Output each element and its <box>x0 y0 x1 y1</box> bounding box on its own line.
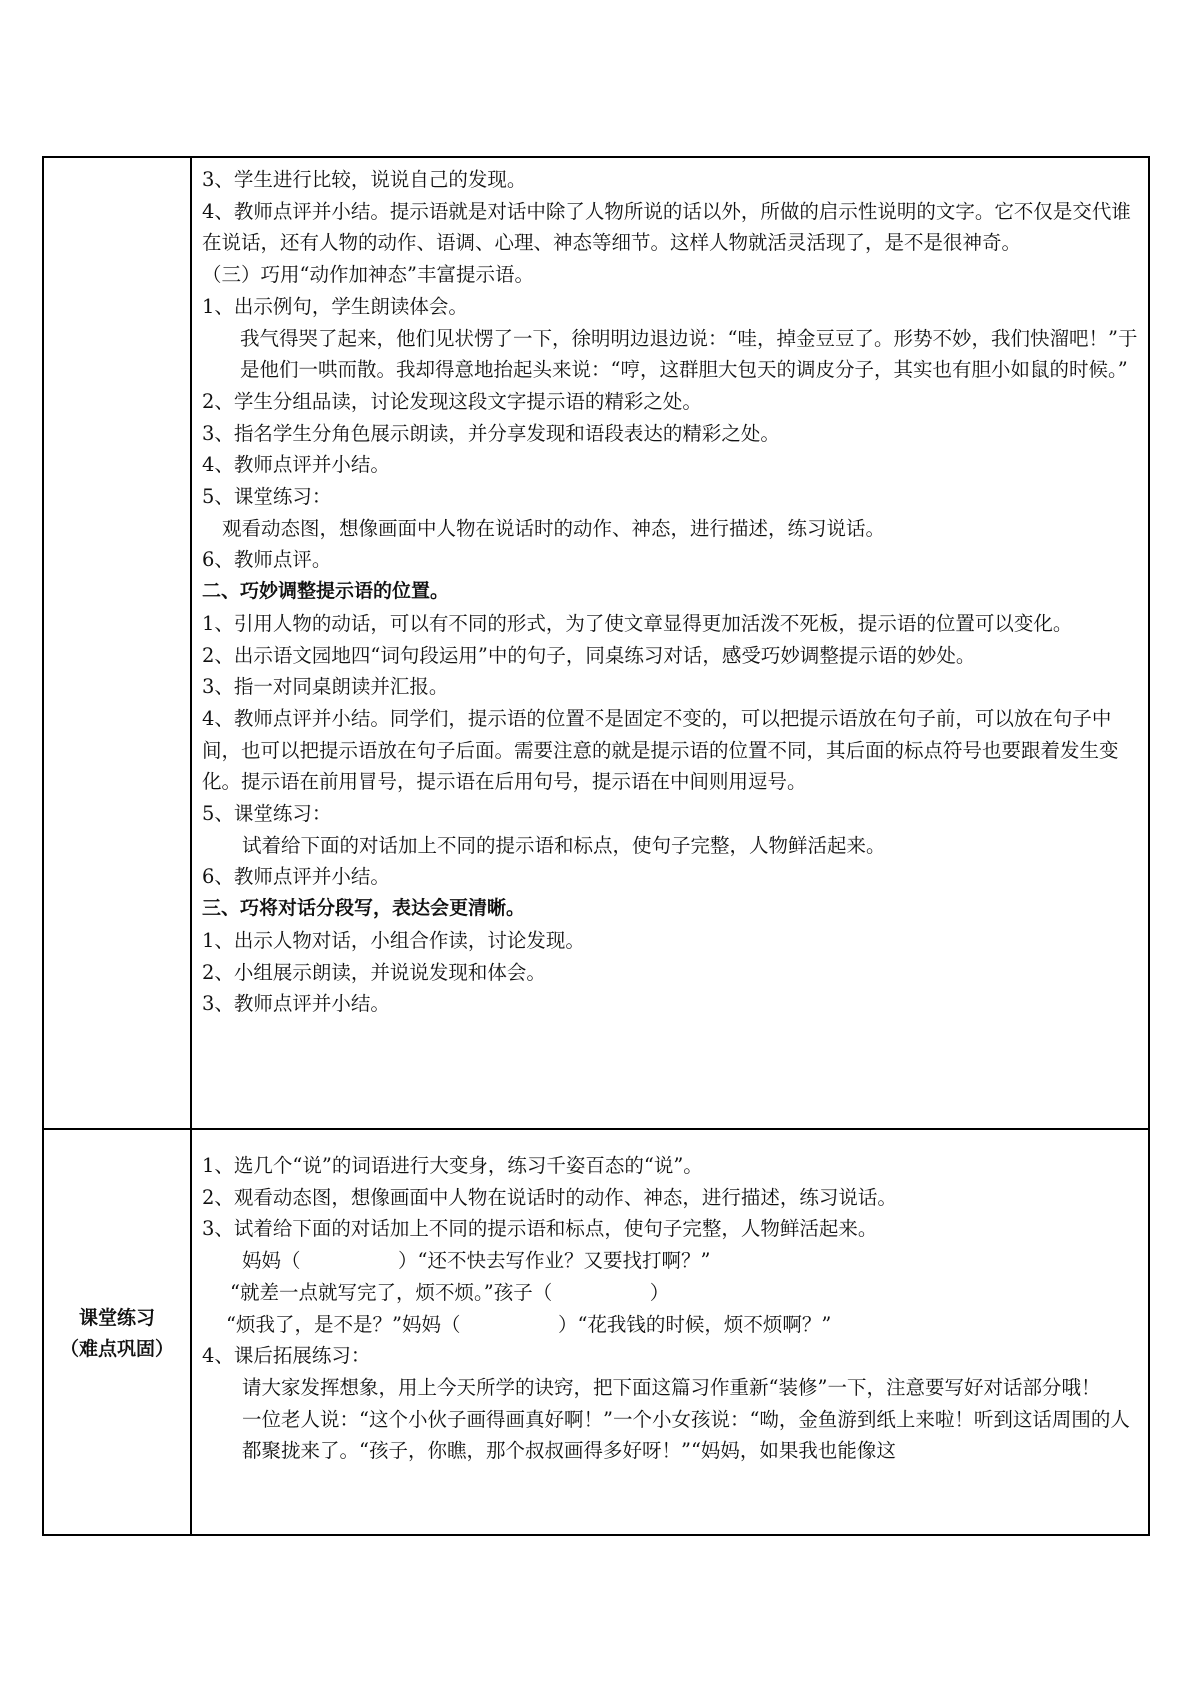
text-line: 2、学生分组品读，讨论发现这段文字提示语的精彩之处。 <box>202 389 702 413</box>
text-line: 5、课堂练习： <box>202 485 332 509</box>
text-line: 4、教师点评并小结。 <box>202 453 390 477</box>
text-line: 4、教师点评并小结。提示语就是对话中除了人物所说的话以外，所做的启示性说明的文字。它不仅是交代谁在说话，还有人物的动作、语调、心理、神态等细节。这样人物就活灵活现了，是不是很神奇。 <box>202 199 1131 255</box>
text-line: 3、教师点评并小结。 <box>202 992 390 1016</box>
example-paragraph: 我气得哭了起来，他们见状愣了一下，徐明明边退边说：“哇，掉金豆豆了。形势不妙，我们快溜吧！”于是他们一哄而散。我却得意地抬起头来说：“哼，这群胆大包天的调皮分子，其实也有胆小如鼠的时候。” <box>240 326 1138 382</box>
text-line: 观看动态图，想像画面中人物在说话时的动作、神态，进行描述，练习说话。 <box>222 516 886 540</box>
text-line: 4、课后拓展练习： <box>202 1344 371 1368</box>
text-line: 1、出示例句，学生朗读体会。 <box>202 294 468 318</box>
practice-label-cell <box>43 1129 191 1535</box>
text-line: 试着给下面的对话加上不同的提示语和标点，使句子完整，人物鲜活起来。 <box>242 833 886 857</box>
text-line: 3、试着给下面的对话加上不同的提示语和标点，使句子完整，人物鲜活起来。 <box>202 1217 878 1241</box>
section-heading: 二、巧妙调整提示语的位置。 <box>202 580 450 603</box>
teaching-process-cell <box>191 157 1149 1129</box>
dialogue-line: “就差一点就写完了，烦不烦。”孩子（ ） <box>230 1280 670 1304</box>
table-row <box>43 157 1149 1129</box>
text-line: 1、引用人物的动话，可以有不同的形式，为了使文章显得更加活泼不死板，提示语的位置可以变化。 <box>202 611 1073 635</box>
text-line: 6、教师点评并小结。 <box>202 865 390 889</box>
section-heading: 三、巧将对话分段写，表达会更清晰。 <box>202 897 526 920</box>
text-line: 一位老人说：“这个小伙子画得画真好啊！”一个小女孩说：“呦，金鱼游到纸上来啦！听到这话周围的人都聚拢来了。“孩子，你瞧，那个叔叔画得多好呀！”“妈妈，如果我也能像这 <box>242 1407 1130 1463</box>
text-line: 3、指名学生分角色展示朗读，并分享发现和语段表达的精彩之处。 <box>202 421 780 445</box>
text-line: 1、出示人物对话，小组合作读，讨论发现。 <box>202 928 585 952</box>
lesson-plan-table <box>42 156 1150 1536</box>
text-line: （三）巧用“动作加神态”丰富提示语。 <box>202 263 534 287</box>
text-line: 1、选几个“说”的词语进行大变身，练习千姿百态的“说”。 <box>202 1154 703 1177</box>
dialogue-line: “烦我了，是不是？”妈妈（ ）“花我钱的时候，烦不烦啊？” <box>226 1312 832 1336</box>
practice-content-cell <box>191 1129 1149 1535</box>
text-line: 6、教师点评。 <box>202 548 332 572</box>
text-line: 4、教师点评并小结。同学们，提示语的位置不是固定不变的，可以把提示语放在句子前，可以放在句子中间，也可以把提示语放在句子后面。需要注意的就是提示语的位置不同，其后面的标点符号也要跟着发生变化。提示语在前用冒号，提示语在后用句号，提示语在中间则用逗号。 <box>202 706 1119 794</box>
text-line: 3、学生进行比较，说说自己的发现。 <box>202 168 527 191</box>
dialogue-line: 妈妈（ ）“还不快去写作业？又要找打啊？” <box>242 1249 711 1273</box>
text-line: 3、指一对同桌朗读并汇报。 <box>202 675 449 699</box>
practice-label: 课堂练习 <box>78 1307 155 1329</box>
text-line: 请大家发挥想象，用上今天所学的诀窍，把下面这篇习作重新“装修”一下，注意要写好对话部分哦！ <box>242 1375 1101 1399</box>
table-row <box>43 1129 1149 1535</box>
empty-label-cell <box>43 157 191 1129</box>
text-line: 2、小组展示朗读，并说说发现和体会。 <box>202 960 546 984</box>
text-line: 5、课堂练习： <box>202 802 332 826</box>
text-line: 2、出示语文园地四“词句段运用”中的句子，同桌练习对话，感受巧妙调整提示语的妙处。 <box>202 643 976 667</box>
text-line: 2、观看动态图，想像画面中人物在说话时的动作、神态，进行描述，练习说话。 <box>202 1185 897 1209</box>
practice-sublabel: （难点巩固） <box>59 1338 174 1360</box>
